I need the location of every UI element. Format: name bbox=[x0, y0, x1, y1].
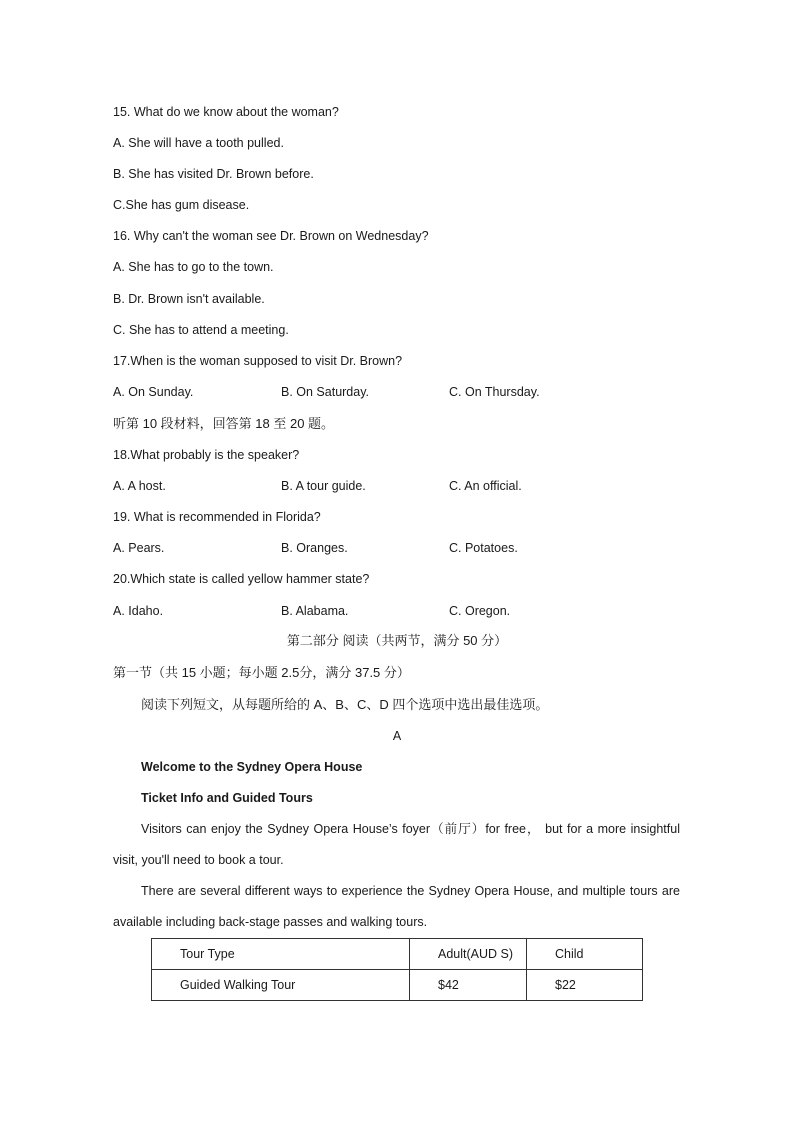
section-10-instruction: 听第 10 段材料，回答第 18 至 20 题。 bbox=[113, 416, 335, 431]
option-20c: C. Oregon. bbox=[449, 604, 511, 618]
option-16c: C. She has to attend a meeting. bbox=[113, 323, 289, 337]
header-adult: Adult(AUD S) bbox=[410, 939, 527, 970]
header-tour-type: Tour Type bbox=[152, 939, 410, 970]
option-20b: B. Alabama. bbox=[281, 604, 349, 618]
cell-tour-type: Guided Walking Tour bbox=[152, 970, 410, 1001]
cell-child-price: $22 bbox=[527, 970, 643, 1001]
option-17c: C. On Thursday. bbox=[449, 385, 540, 399]
question-15: 15. What do we know about the woman? bbox=[113, 105, 339, 119]
part-2-heading: 第二部分 阅读（共两节，满分 50 分） bbox=[286, 633, 508, 648]
passage-paragraph-1: Visitors can enjoy the Sydney Opera House’s foyer（前厅）for free， but for a more insightful visit, you'll need to book a tour. bbox=[113, 822, 680, 867]
option-18a: A. A host. bbox=[113, 479, 166, 493]
option-16a: A. She has to go to the town. bbox=[113, 260, 274, 274]
question-18: 18.What probably is the speaker? bbox=[113, 448, 300, 462]
question-19: 19. What is recommended in Florida? bbox=[113, 510, 321, 524]
option-16b: B. Dr. Brown isn't available. bbox=[113, 292, 265, 306]
option-18b: B. A tour guide. bbox=[281, 479, 366, 493]
option-15b: B. She has visited Dr. Brown before. bbox=[113, 167, 314, 181]
option-17b: B. On Saturday. bbox=[281, 385, 370, 399]
option-17a: A. On Sunday. bbox=[113, 385, 194, 399]
table-header-row bbox=[152, 939, 643, 970]
passage-paragraph-2: There are several different ways to experience the Sydney Opera House, and multiple tours are available including back-stage passes and walking tours. bbox=[113, 884, 680, 929]
question-16: 16. Why can't the woman see Dr. Brown on Wednesday? bbox=[113, 229, 429, 243]
option-19a: A. Pears. bbox=[113, 541, 165, 555]
option-18c: C. An official. bbox=[449, 479, 522, 493]
passage-letter: A bbox=[392, 729, 402, 743]
section-1-heading: 第一节（共 15 小题；每小题 2.5分，满分 37.5 分） bbox=[113, 665, 410, 680]
option-19b: B. Oranges. bbox=[281, 541, 348, 555]
option-15a: A. She will have a tooth pulled. bbox=[113, 136, 284, 150]
option-19c: C. Potatoes. bbox=[449, 541, 518, 555]
option-15c: C.She has gum disease. bbox=[113, 198, 250, 212]
tour-price-table bbox=[151, 938, 643, 1001]
reading-instructions: 阅读下列短文，从每题所给的 A、B、C、D 四个选项中选出最佳选项。 bbox=[141, 697, 549, 712]
question-20: 20.Which state is called yellow hammer state? bbox=[113, 572, 370, 586]
table-row bbox=[152, 970, 643, 1001]
passage-title: Welcome to the Sydney Opera House bbox=[141, 760, 363, 774]
option-20a: A. Idaho. bbox=[113, 604, 164, 618]
passage-subtitle: Ticket Info and Guided Tours bbox=[141, 791, 313, 805]
cell-adult-price: $42 bbox=[410, 970, 527, 1001]
question-17: 17.When is the woman supposed to visit Dr. Brown? bbox=[113, 354, 403, 368]
header-child: Child bbox=[527, 939, 643, 970]
